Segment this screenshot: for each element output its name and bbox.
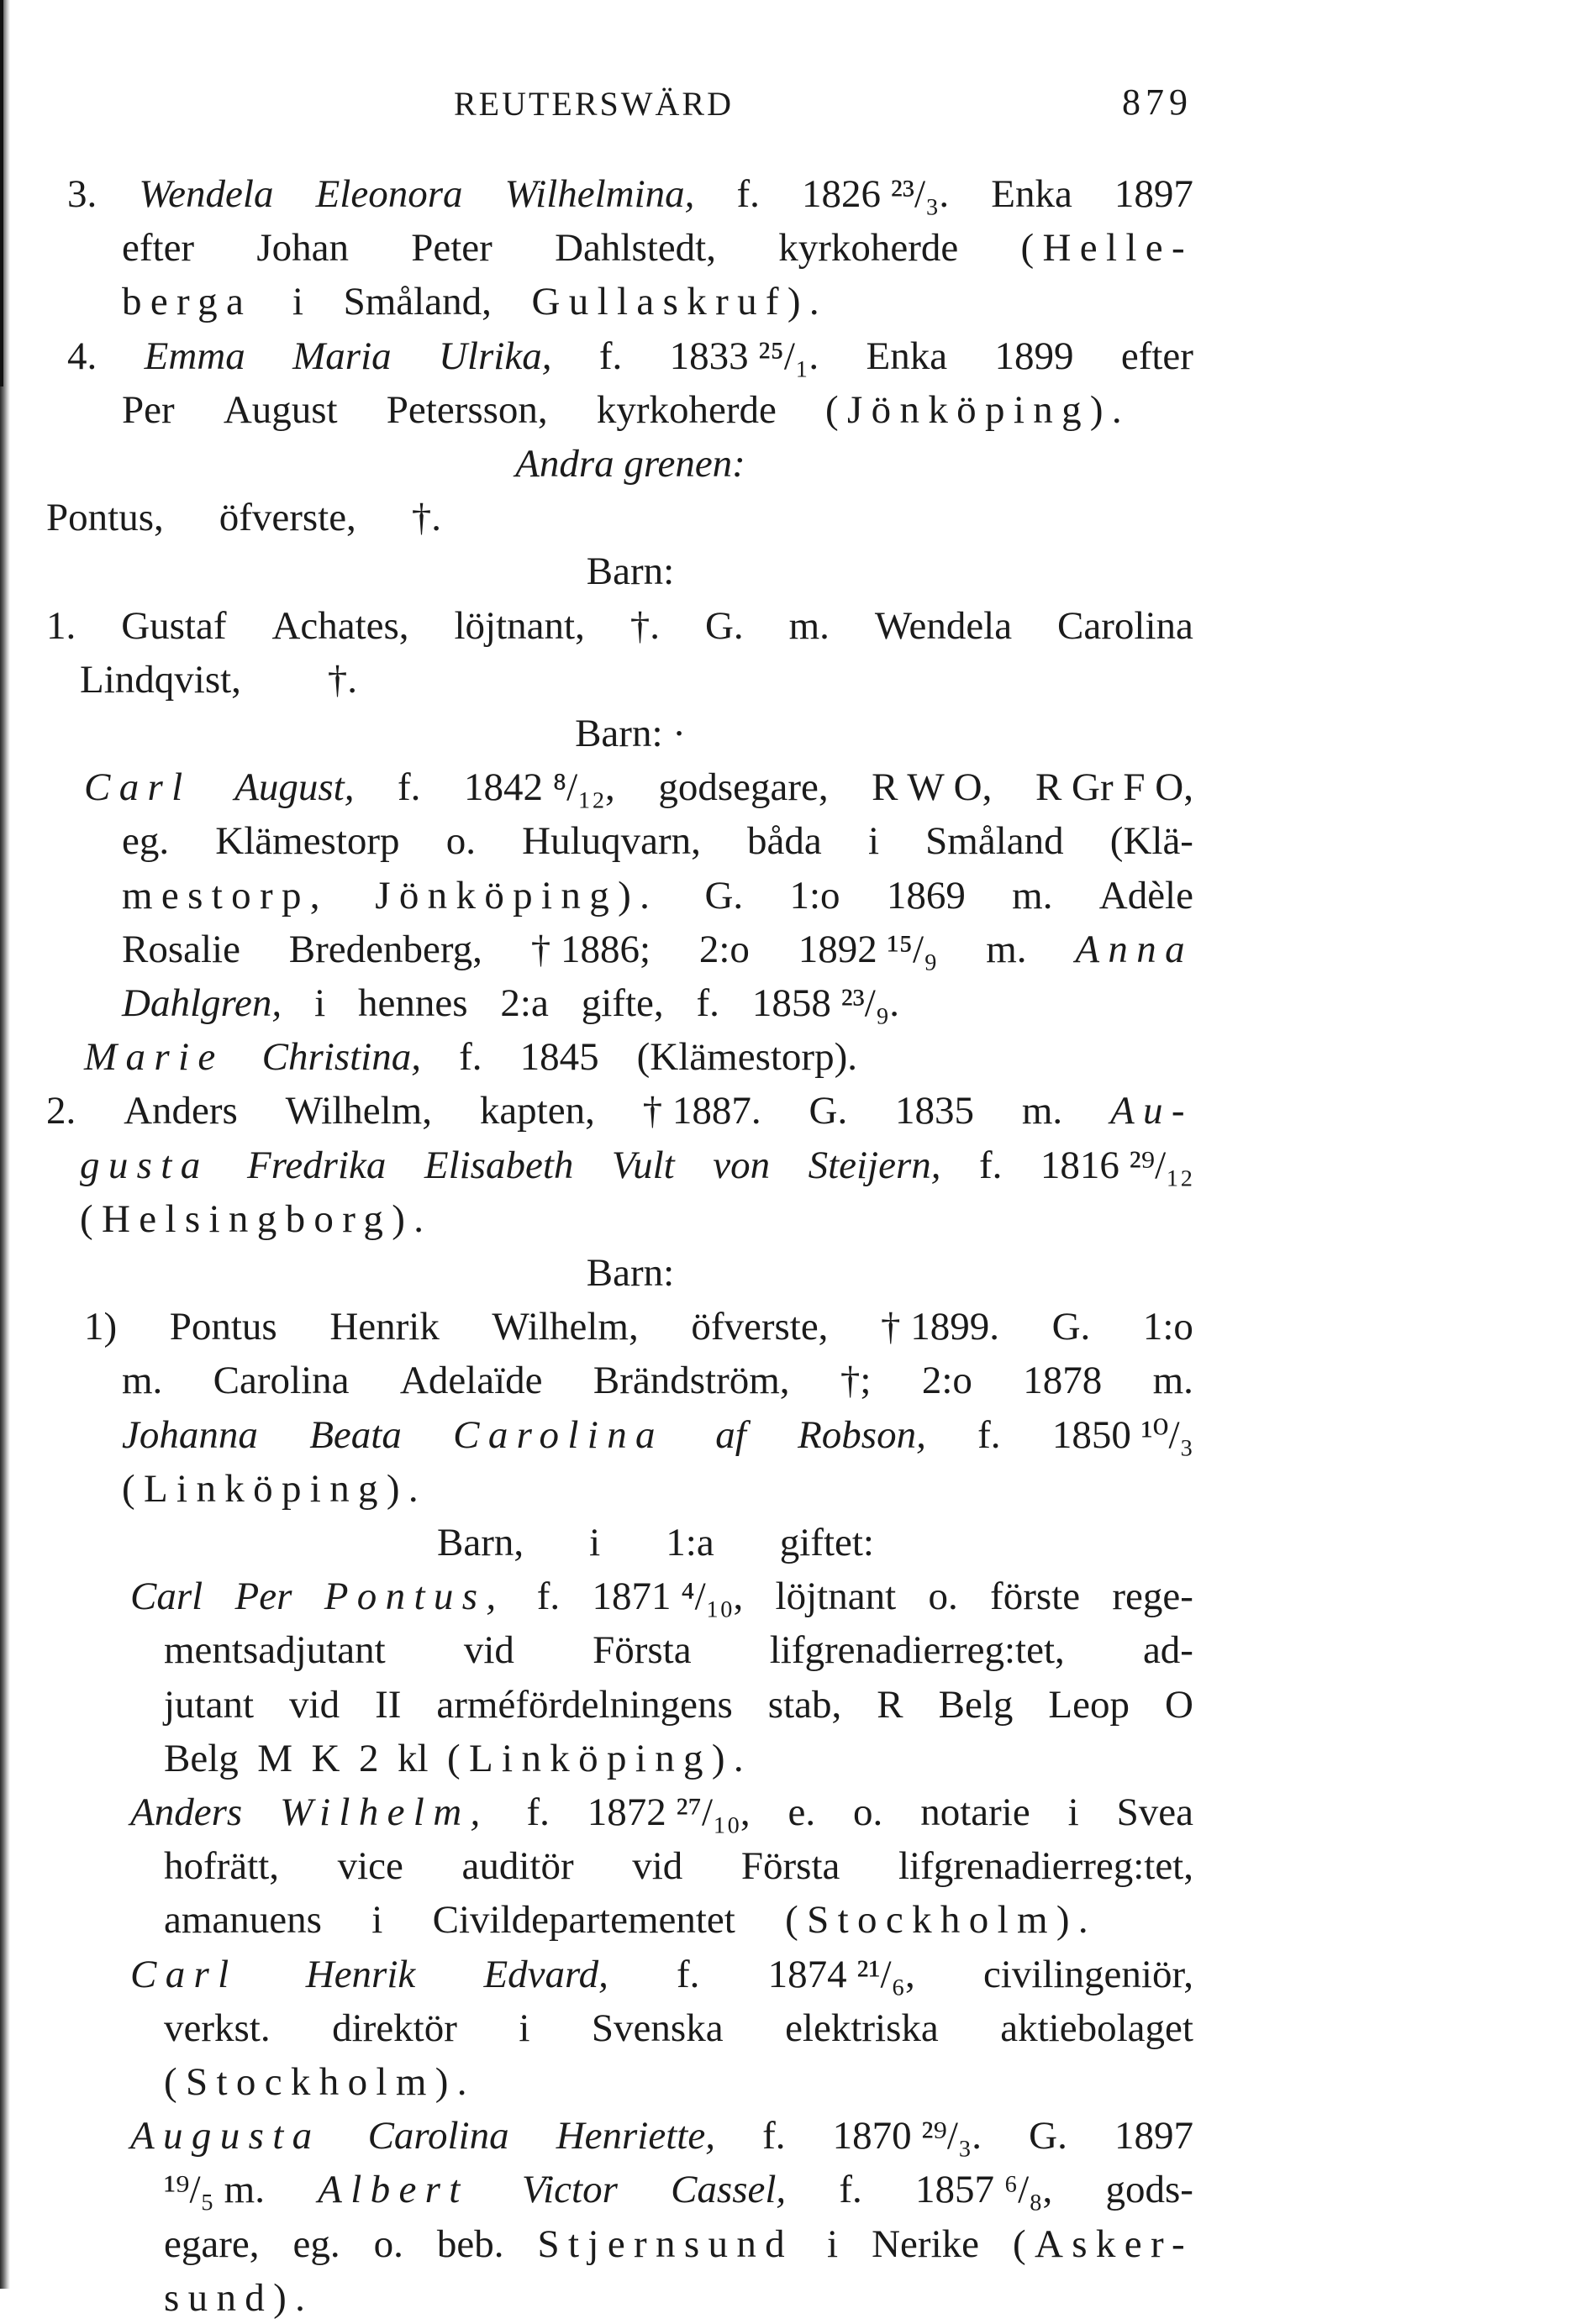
text-line xyxy=(84,761,1193,813)
word: kyrkoherde xyxy=(596,387,777,432)
text-line xyxy=(122,1463,483,1515)
running-header xyxy=(454,81,1201,134)
word: löjtnant xyxy=(775,1575,897,1619)
word: mentsadjutant xyxy=(164,1628,386,1673)
word: o. xyxy=(373,2221,403,2266)
word: (Helsingborg). xyxy=(80,1196,433,1241)
word: lifgrenadierreg:tet, xyxy=(769,1628,1065,1673)
word: 1857 ⁶/₈, xyxy=(914,2168,1053,2212)
word: Första xyxy=(593,1628,692,1673)
word: elektriska xyxy=(785,2006,939,2050)
word: Ulrika, xyxy=(439,334,552,378)
word: 4. xyxy=(67,334,97,378)
word: 1858 ²³/₉. xyxy=(751,981,899,1025)
text-line xyxy=(164,2002,1193,2054)
word: † 1899. xyxy=(881,1305,1000,1349)
word: vid xyxy=(463,1628,514,1673)
word: 1835 xyxy=(895,1089,975,1133)
word: f. xyxy=(459,1035,482,1080)
word: 1833 ²⁵/₁. xyxy=(669,334,819,378)
word: Gullaskruf). xyxy=(531,280,828,324)
word: i xyxy=(827,2221,839,2266)
word: kapten, xyxy=(479,1089,595,1133)
word: verkst. xyxy=(164,2006,271,2050)
text-line xyxy=(122,222,1193,274)
text-line xyxy=(122,276,828,328)
word: †; xyxy=(840,1359,872,1403)
text-line xyxy=(67,707,1193,760)
word: G. xyxy=(809,1089,848,1133)
word: Achates, xyxy=(271,603,409,648)
word: Victor xyxy=(521,2168,618,2212)
word: 1) xyxy=(84,1305,118,1349)
word: amanuens xyxy=(164,1898,322,1943)
word: R W O, xyxy=(872,765,993,810)
word: Adelaïde xyxy=(399,1359,543,1403)
word: (Stockholm). xyxy=(164,2060,476,2104)
word: eg. xyxy=(122,819,170,864)
word: f. xyxy=(696,981,719,1025)
word: arméfördelningens xyxy=(436,1682,733,1727)
text-line xyxy=(46,600,1193,652)
word: 2 xyxy=(358,1736,379,1780)
word: Peter xyxy=(411,226,492,271)
word: Carolina xyxy=(367,2114,509,2158)
word: Wendela xyxy=(139,172,274,216)
text-line xyxy=(67,438,1193,490)
word: öfverste, xyxy=(691,1305,829,1349)
word: m. xyxy=(1152,1359,1193,1403)
word: Småland xyxy=(925,819,1064,864)
text-line xyxy=(46,1085,1193,1137)
word: efter xyxy=(122,226,195,271)
word: kyrkoherde xyxy=(778,226,959,271)
word: Anders xyxy=(124,1089,238,1133)
text-line xyxy=(164,1624,1193,1676)
word: löjtnant, xyxy=(454,603,585,648)
text-line xyxy=(67,330,1193,382)
word: Fredrika xyxy=(247,1143,387,1187)
word: Johan xyxy=(256,226,349,271)
word: f. xyxy=(979,1143,1003,1187)
word: i xyxy=(867,819,879,864)
word: jutant xyxy=(164,1682,255,1727)
word: Henriette, xyxy=(556,2114,715,2158)
word: Lindqvist, xyxy=(80,657,241,702)
text-line xyxy=(67,545,1193,597)
word: båda xyxy=(747,819,822,864)
word: (Linköping). xyxy=(122,1466,427,1511)
word: Carolina xyxy=(213,1359,350,1403)
word: Civildepartementet xyxy=(432,1898,735,1943)
word: beb. xyxy=(436,2221,504,2266)
word: direktör xyxy=(332,2006,457,2050)
word: Carl xyxy=(130,1952,238,1996)
word: f. xyxy=(536,1575,561,1619)
word: 1:a xyxy=(666,1521,714,1564)
word: af xyxy=(715,1412,746,1457)
word: † 1886; xyxy=(530,927,651,971)
word: Nerike xyxy=(872,2221,979,2266)
word: (Asker- xyxy=(1013,2221,1193,2266)
word: Henrik xyxy=(305,1952,416,1996)
word: R xyxy=(877,1682,903,1727)
word: lifgrenadierreg:tet, xyxy=(898,1844,1193,1889)
word: förste xyxy=(990,1575,1081,1619)
word: Stjernsund xyxy=(537,2221,794,2266)
word: Carl xyxy=(84,765,192,810)
word: 1850 ¹⁰/₃ xyxy=(1051,1412,1193,1457)
word: 1892 ¹⁵/₉ xyxy=(798,927,938,971)
word: Jönköping). xyxy=(375,873,659,918)
word: Eleonora xyxy=(315,172,463,216)
word: M xyxy=(257,1736,293,1780)
word: efter xyxy=(1120,334,1193,378)
word: Wilhelmina, xyxy=(504,172,695,216)
word: Per xyxy=(122,387,175,432)
word: (Klämestorp). xyxy=(636,1035,857,1080)
word: †. xyxy=(327,657,357,702)
word: Johanna xyxy=(122,1412,258,1457)
word: Marie xyxy=(84,1035,224,1080)
word: Augusta xyxy=(130,2114,321,2158)
word: o. xyxy=(445,819,476,864)
word: Leop xyxy=(1048,1682,1130,1727)
text-line xyxy=(437,1517,874,1569)
word: notarie xyxy=(920,1790,1030,1834)
word: Albert xyxy=(318,2168,469,2212)
page-binding-shadow xyxy=(0,0,3,386)
word: (Jönköping). xyxy=(825,387,1130,432)
word: m. xyxy=(122,1359,163,1403)
text-line xyxy=(67,1247,1193,1299)
text-line xyxy=(122,1409,1193,1461)
word: i xyxy=(292,280,303,324)
text-line xyxy=(164,2272,315,2324)
page-number: 879 xyxy=(1122,81,1193,123)
text-line xyxy=(164,1840,1193,1892)
word: Adèle xyxy=(1098,873,1193,918)
word: Robson, xyxy=(798,1412,926,1457)
text-line xyxy=(84,1301,1193,1353)
word: m. xyxy=(788,603,830,648)
word: Petersson, xyxy=(386,387,548,432)
word: hofrätt, xyxy=(164,1844,280,1889)
word: Wilhelm, xyxy=(492,1305,639,1349)
word: G. xyxy=(704,873,744,918)
text-line xyxy=(80,1139,1193,1191)
word: Första xyxy=(740,1844,840,1889)
word: gusta xyxy=(80,1143,209,1187)
word: Per xyxy=(234,1575,292,1619)
word: f. xyxy=(839,2168,862,2212)
word: 1845 xyxy=(519,1035,599,1080)
word: 1:o xyxy=(1142,1305,1193,1349)
word: II xyxy=(375,1682,402,1727)
word: von xyxy=(713,1143,771,1187)
word: o. xyxy=(928,1575,958,1619)
word: egare, xyxy=(164,2221,260,2266)
word: stab, xyxy=(767,1682,842,1727)
word: Barn, xyxy=(437,1521,524,1564)
word: 1871 ⁴/₁₀, xyxy=(592,1575,744,1619)
word: e. xyxy=(787,1790,816,1834)
word: i xyxy=(1067,1790,1079,1834)
word: Barn: xyxy=(586,549,675,594)
word: i xyxy=(519,2006,530,2050)
word: Vult xyxy=(611,1143,675,1187)
word: Beata xyxy=(309,1412,402,1457)
word: Huluqvarn, xyxy=(522,819,701,864)
word: f. xyxy=(526,1790,550,1834)
text-line xyxy=(67,168,1193,220)
text-line xyxy=(84,1031,857,1083)
word: mestorp, xyxy=(122,873,329,918)
word: m. xyxy=(1021,1089,1063,1133)
word: Au- xyxy=(1110,1089,1193,1133)
word: 1:o xyxy=(789,873,840,918)
word: vid xyxy=(632,1844,683,1889)
word: 2:o xyxy=(698,927,750,971)
word: 1899 xyxy=(994,334,1074,378)
word: Cassel, xyxy=(671,2168,787,2212)
word: f. xyxy=(762,2114,786,2158)
word: 1826 ²³/₃. xyxy=(802,172,950,216)
word: gifte, xyxy=(581,981,664,1025)
text-line xyxy=(164,1679,1193,1731)
word: K xyxy=(311,1736,340,1780)
text-line xyxy=(122,815,1193,867)
word: Wendela xyxy=(874,603,1013,648)
text-line xyxy=(164,2164,1193,2216)
word: sund). xyxy=(164,2275,314,2320)
text-line xyxy=(130,2110,1193,2162)
text-line xyxy=(164,1894,1097,1946)
text-line xyxy=(122,1354,1193,1406)
word: 2:o xyxy=(921,1359,972,1403)
word: Wilhelm, xyxy=(280,1790,489,1834)
word: 1870 ²⁹/₃. xyxy=(832,2114,982,2158)
word: Wilhelm, xyxy=(285,1089,432,1133)
word: rege- xyxy=(1112,1575,1193,1619)
word: Emma xyxy=(144,334,245,378)
word: i xyxy=(589,1521,601,1564)
word: 1874 ²¹/₆, xyxy=(767,1952,915,1996)
word: (Helle- xyxy=(1020,226,1193,271)
word: 1897 xyxy=(1114,2114,1193,2158)
word: G. xyxy=(704,603,744,648)
word: Carl xyxy=(130,1575,203,1619)
word: Barn: · xyxy=(575,712,686,755)
word: Svea xyxy=(1116,1790,1193,1834)
text-line xyxy=(164,1732,752,1785)
word: Andra grenen: xyxy=(515,442,745,486)
word: 1872 ²⁷/₁₀, xyxy=(587,1790,751,1834)
word: hennes xyxy=(358,981,468,1025)
word: Belg xyxy=(938,1682,1014,1727)
word: m. xyxy=(1012,873,1053,918)
word: August, xyxy=(234,765,355,810)
word: Rosalie xyxy=(122,927,240,971)
word: (Klä- xyxy=(1109,819,1193,864)
word: Henrik xyxy=(329,1305,440,1349)
word: G. xyxy=(1051,1305,1091,1349)
word: öfverste, xyxy=(219,496,356,540)
word: Anna xyxy=(1075,927,1193,971)
word: Steijern, xyxy=(808,1143,941,1187)
word: aktiebolaget xyxy=(1000,2006,1193,2050)
word: Carolina xyxy=(1057,603,1193,648)
text-line xyxy=(130,1948,1193,2001)
word: giftet: xyxy=(779,1521,874,1564)
word: 2. xyxy=(46,1089,76,1133)
word: Anders xyxy=(130,1790,243,1834)
word: eg. xyxy=(292,2221,340,2266)
word: vid xyxy=(289,1682,340,1727)
word: Gustaf xyxy=(121,603,227,648)
word: kl xyxy=(397,1736,429,1780)
word: 1842 ⁸/₁₂, xyxy=(464,765,615,810)
word: Barn: xyxy=(586,1251,675,1295)
word: Belg xyxy=(164,1736,239,1780)
text-line xyxy=(130,1570,1193,1622)
word: August xyxy=(223,387,338,432)
word: i xyxy=(314,981,326,1025)
word: o. xyxy=(853,1790,883,1834)
word: Enka xyxy=(866,334,948,378)
text-line xyxy=(164,2218,1193,2270)
word: (Linköping). xyxy=(447,1736,752,1780)
word: m. xyxy=(986,927,1027,971)
word: 1869 xyxy=(886,873,966,918)
word: 1. xyxy=(46,603,76,648)
word: f. xyxy=(977,1412,1001,1457)
word: Enka xyxy=(991,172,1072,216)
text-line xyxy=(164,2056,483,2108)
word: G. xyxy=(1029,2114,1067,2158)
word: O xyxy=(1164,1682,1193,1727)
word: f. xyxy=(736,172,760,216)
word: ad- xyxy=(1142,1628,1193,1673)
word: berga xyxy=(122,280,253,324)
word: f. xyxy=(398,765,421,810)
word: civilingeniör, xyxy=(982,1952,1193,1996)
word: Maria xyxy=(292,334,392,378)
word: †. xyxy=(411,496,441,540)
word: Klämestorp xyxy=(215,819,400,864)
word: † 1887. xyxy=(642,1089,761,1133)
word: Småland, xyxy=(343,280,492,324)
word: Edvard, xyxy=(483,1952,608,1996)
word: Carolina xyxy=(453,1412,664,1457)
word: Pontus xyxy=(169,1305,277,1349)
word: f. xyxy=(598,334,623,378)
word: 2:a xyxy=(500,981,549,1025)
text-line xyxy=(122,977,899,1029)
word: godsegare, xyxy=(658,765,829,810)
word: 3. xyxy=(67,172,97,216)
word: Christina, xyxy=(261,1035,421,1080)
word: gods- xyxy=(1105,2168,1193,2212)
text-line xyxy=(80,654,357,706)
word: R Gr F O, xyxy=(1035,765,1193,810)
word: f. xyxy=(677,1952,700,1996)
word: auditör xyxy=(461,1844,574,1889)
word: (Stockholm). xyxy=(785,1898,1097,1943)
word: Svenska xyxy=(591,2006,724,2050)
word: Pontus, xyxy=(324,1575,505,1619)
word: i xyxy=(371,1898,383,1943)
word: 1897 xyxy=(1114,172,1193,216)
word: Bredenberg, xyxy=(288,927,482,971)
word: †. xyxy=(629,603,661,648)
word: ¹⁹/₅ m. xyxy=(164,2168,265,2212)
word: Elisabeth xyxy=(424,1143,574,1187)
header-title: REUTERSWÄRD xyxy=(454,85,734,123)
word: 1878 xyxy=(1023,1359,1103,1403)
word: vice xyxy=(337,1844,403,1889)
text-line xyxy=(122,870,1193,922)
text-line xyxy=(122,923,1193,975)
word: Dahlstedt, xyxy=(555,226,716,271)
word: Brändström, xyxy=(593,1359,790,1403)
text-line xyxy=(122,384,1130,436)
text-line xyxy=(130,1786,1193,1838)
word: Pontus, xyxy=(46,496,164,540)
word: 1816 ²⁹/₁₂ xyxy=(1040,1143,1193,1187)
text-line xyxy=(46,492,441,544)
text-line xyxy=(80,1193,466,1245)
word: Dahlgren, xyxy=(122,981,282,1025)
